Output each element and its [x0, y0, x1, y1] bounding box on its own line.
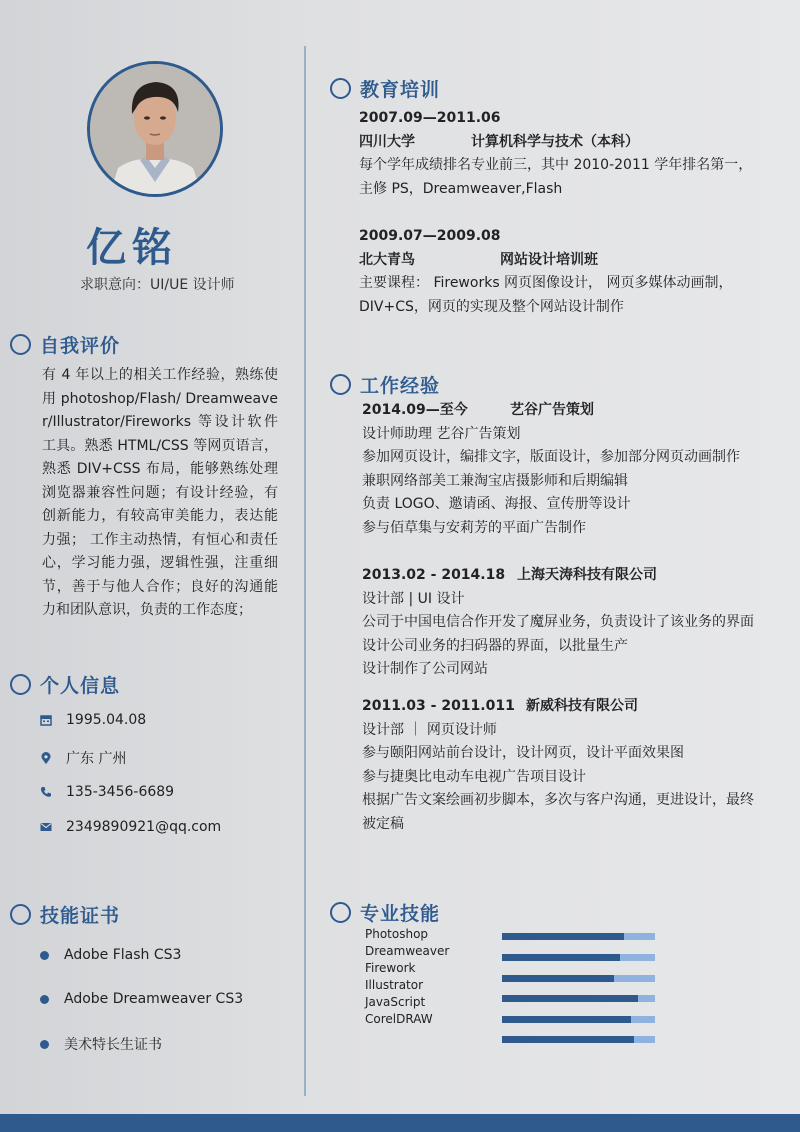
work-entry [362, 564, 772, 682]
phone-number[interactable]: 135-3456-6689 [66, 784, 175, 800]
education-detail: 主要课程： Fireworks 网页图像设计， 网页多媒体动画制， [359, 275, 733, 291]
work-entry [362, 695, 772, 836]
section-title: 个人信息 [40, 675, 121, 697]
work-header [362, 695, 772, 719]
education-detail: DIV+CS，网页的实现及整个网站设计制作 [359, 298, 624, 315]
education-school-row [359, 131, 769, 155]
skill-label: Illustrator [365, 978, 424, 992]
skill-label: CorelDRAW [365, 1012, 433, 1026]
work-detail: 兼职网络部美工兼淘宝店摄影师和后期编辑 [362, 472, 628, 489]
certificate-item [40, 991, 243, 1007]
email-icon [40, 821, 52, 833]
work-detail: 参与颐阳网站前台设计，设计网页，设计平面效果图 [362, 745, 684, 761]
section-skills [330, 899, 440, 926]
work-detail: 公司于中国电信合作开发了魔屏业务，负责设计了该业务的界面 [362, 614, 754, 630]
work-detail: 被定稿 [362, 815, 404, 832]
company-name: 上海天涛科技有限公司 [517, 567, 657, 583]
section-title: 专业技能 [360, 903, 441, 925]
skill-bar-fill [502, 1016, 631, 1023]
skill-label: Firework [365, 961, 416, 975]
info-birth [40, 712, 146, 728]
work-detail: 参与佰草集与安莉芳的平面广告制作 [362, 519, 586, 536]
work-period: 2013.02 - 2014.18 [362, 567, 506, 583]
circle-icon [330, 902, 351, 923]
skill-bar-track [502, 975, 655, 982]
education-entry [359, 225, 769, 319]
skill-bar-track [502, 933, 655, 940]
skill-bar-track [502, 954, 655, 961]
education-entry [359, 107, 769, 201]
candidate-name: 亿铭 [86, 225, 178, 271]
phone-icon [40, 786, 52, 798]
skill-bar-fill [502, 933, 624, 940]
school-name: 北大青鸟 [359, 251, 415, 268]
skill-label: JavaScript [365, 995, 426, 1009]
certificate-name: Adobe Flash CS3 [64, 947, 182, 963]
work-detail: 设计制作了公司网站 [362, 661, 488, 677]
section-title: 工作经验 [360, 375, 441, 397]
work-header [362, 399, 772, 423]
school-name: 四川大学 [359, 133, 415, 150]
major-name: 网站设计培训班 [500, 251, 598, 268]
education-detail: 每个学年成绩排名专业前三，其中 2010-2011 学年排名第一， [359, 157, 753, 173]
work-header [362, 564, 772, 588]
job-intent: 求职意向：UI/UE 设计师 [80, 277, 235, 293]
skill-bar-track [502, 995, 655, 1002]
work-detail: 根据广告文案绘画初步脚本，多次与客户沟通，更进设计，最终 [362, 792, 754, 808]
circle-icon [10, 334, 31, 355]
section-certificates [10, 901, 120, 928]
column-divider [304, 46, 306, 1096]
work-detail: 设计公司业务的扫码器的界面，以批量生产 [362, 637, 628, 654]
certificate-name: 美术特长生证书 [64, 1037, 162, 1053]
birth-date: 1995.04.08 [66, 712, 147, 728]
email-address[interactable]: 2349890921@qq.com [66, 819, 222, 835]
bullet-icon [40, 951, 49, 960]
circle-icon [330, 78, 351, 99]
work-period: 2011.03 - 2011.011 [362, 698, 515, 714]
certificate-name: Adobe Dreamweaver CS3 [64, 991, 244, 1007]
bullet-icon [40, 995, 49, 1004]
education-detail: 主修 PS，Dreamweaver,Flash [359, 180, 563, 197]
work-role: 设计部 ｜ 网页设计师 [362, 721, 497, 738]
work-detail: 参与捷奥比电动车电视广告项目设计 [362, 768, 586, 785]
circle-icon [10, 904, 31, 925]
section-title: 技能证书 [40, 905, 121, 927]
location-pin-icon [40, 752, 52, 764]
certificate-item [40, 947, 181, 963]
work-detail: 负责 LOGO、邀请函、海报、宣传册等设计 [362, 496, 631, 512]
section-title: 自我评价 [40, 335, 121, 357]
info-location [40, 748, 126, 768]
skill-bar-fill [502, 975, 614, 982]
location: 广东 广州 [66, 751, 127, 767]
section-work [330, 371, 440, 398]
info-email [40, 819, 221, 835]
section-title: 教育培训 [360, 79, 441, 101]
calendar-icon [40, 714, 52, 726]
work-detail: 参加网页设计，编排文字，版面设计，参加部分网页动画制作 [362, 449, 740, 465]
section-personal-info [10, 671, 120, 698]
skill-bar-fill [502, 995, 638, 1002]
circle-icon [10, 674, 31, 695]
skill-label: Dreamweaver [365, 944, 450, 958]
avatar [87, 61, 223, 197]
info-phone [40, 784, 174, 800]
section-education [330, 75, 440, 102]
skill-bar-track [502, 1016, 655, 1023]
education-period: 2007.09—2011.06 [359, 110, 501, 126]
skill-bar-fill [502, 954, 620, 961]
work-period: 2014.09—至今 [362, 402, 468, 418]
work-role: 设计部 | UI 设计 [362, 590, 465, 607]
education-school-row [359, 249, 769, 273]
self-evaluation-text: 有 4 年以上的相关工作经验，熟练使用 photoshop/Flash/ Dreamweaver/Illustrator/Fireworks 等设计软件工具。熟悉 HTML/CSS 等网页语言，熟悉 DIV+CSS 布局，能够熟练处理浏览器兼容性问题；有设计经验，有创新能力，有较高审美能力，表达能力强； 工作主动热情，有恒心和责任心，学习能力强，逻辑性强，注重细节，善于与他人合作；良好的沟通能力和团队意识，负责的工作态度； [42, 367, 278, 618]
work-entry [362, 399, 772, 540]
major-name: 计算机科学与技术（本科） [471, 133, 639, 150]
skill-bar-track [502, 1036, 655, 1043]
bullet-icon [40, 1040, 49, 1049]
work-role: 设计师助理 艺谷广告策划 [362, 425, 521, 442]
certificate-item [40, 1034, 162, 1054]
education-period: 2009.07—2009.08 [359, 228, 501, 244]
section-self-eval [10, 331, 120, 358]
footer-bar [0, 1114, 800, 1132]
company-name: 艺谷广告策划 [510, 402, 594, 418]
company-name: 新威科技有限公司 [526, 698, 638, 714]
skill-label: Photoshop [365, 927, 429, 941]
skill-bar-fill [502, 1036, 634, 1043]
circle-icon [330, 374, 351, 395]
